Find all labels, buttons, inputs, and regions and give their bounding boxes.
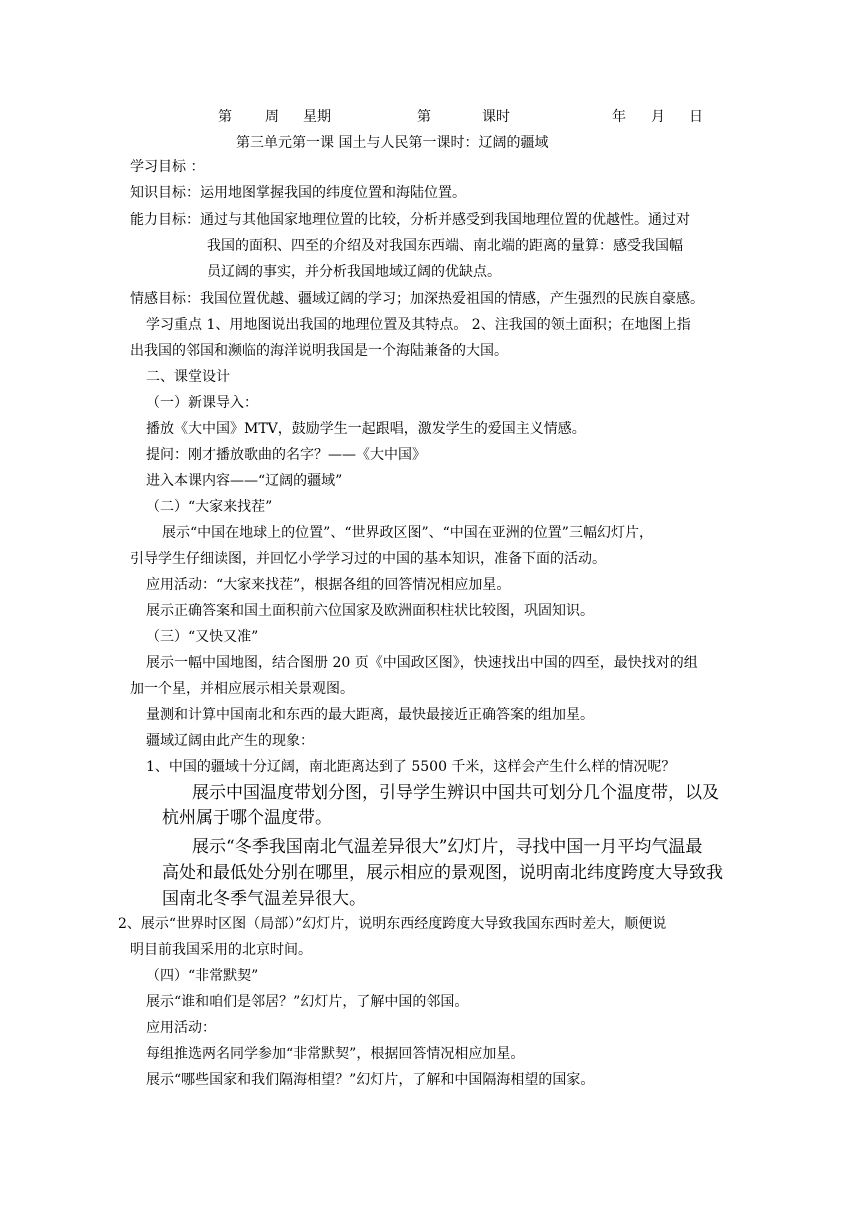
subsection-heading: （二）“大家来找茬” — [146, 499, 273, 515]
learning-goals-heading: 学习目标 ： — [130, 159, 205, 175]
key-points-line-2: 出我国的邻国和濒临的海洋说明我国是一个海陆兼备的大国。 — [130, 343, 508, 359]
paragraph-line: 疆域辽阔由此产生的现象： — [146, 733, 314, 749]
paragraph-line: 展示正确答案和国土面积前六位国家及欧洲面积柱状比较图，巩固知识。 — [146, 603, 594, 619]
paragraph-line: 量测和计算中国南北和东西的最大距离，最快最接近正确答案的组加星。 — [146, 707, 594, 723]
paragraph-line: 应用活动：“大家来找茬”，根据各组的回答情况相应加星。 — [146, 577, 511, 593]
ability-goal-line-2: 我国的面积、四至的介绍及对我国东西端、南北端的距离的量算：感受我国幅 — [207, 238, 683, 254]
subsection-heading: （四）“非常默契” — [146, 968, 259, 984]
paragraph-line-large: 展示中国温度带划分图，引导学生辨识中国共可划分几个温度带，以及 — [192, 783, 719, 803]
header-cell: 周 — [265, 109, 279, 125]
paragraph-line: 应用活动： — [146, 1020, 216, 1036]
paragraph-line: 展示“中国在地球上的位置”、“世界政区图”、“中国在亚洲的位置”三幅幻灯片， — [162, 525, 653, 541]
paragraph-line-large: 国南北冬季气温差异很大。 — [162, 889, 366, 909]
subsection-heading: （一）新课导入： — [146, 395, 258, 411]
paragraph-line-large: 高处和最低处分别在哪里，展示相应的景观图，说明南北纬度跨度大导致我 — [162, 863, 723, 883]
paragraph-line-large: 展示“冬季我国南北气温差异很大”幻灯片，寻找中国一月平均气温最 — [192, 837, 703, 857]
paragraph-line: 展示一幅中国地图，结合图册 20 页《中国政区图》，快速找出中国的四至，最快找对的组 — [146, 655, 698, 671]
emotion-goal: 情感目标：我国位置优越、疆域辽阔的学习；加深热爱祖国的情感，产生强烈的民族自豪感。 — [130, 291, 704, 307]
header-cell: 星期 — [303, 109, 331, 125]
header-cell: 第 — [417, 109, 431, 125]
list-item: 2、展示“世界时区图（局部）”幻灯片，说明东西经度跨度大导致我国东西时差大，顺便说 — [118, 916, 667, 932]
paragraph-line: 加一个星，并相应展示相关景观图。 — [130, 681, 354, 697]
paragraph-line: 提问：刚才播放歌曲的名字？——《大中国》 — [146, 447, 426, 463]
paragraph-line: 展示“哪些国家和我们隔海相望？”幻灯片，了解和中国隔海相望的国家。 — [146, 1072, 595, 1088]
paragraph-line: 每组推选两名同学参加“非常默契”，根据回答情况相应加星。 — [146, 1046, 525, 1062]
key-points-line-1: 学习重点 1、用地图说出我国的地理位置及其特点。 2、注我国的领土面积；在地图上指 — [146, 317, 691, 333]
subsection-heading: （三）“又快又准” — [146, 629, 259, 645]
paragraph-line: 明目前我国采用的北京时间。 — [130, 942, 312, 958]
lesson-header — [0, 107, 860, 127]
ability-goal-line-3: 员辽阔的事实，并分析我国地域辽阔的优缺点。 — [207, 264, 501, 280]
header-cell: 日 — [689, 109, 703, 125]
header-cell: 第 — [218, 109, 232, 125]
paragraph-line: 播放《大中国》MTV，鼓励学生一起跟唱，激发学生的爱国主义情感。 — [146, 421, 586, 437]
header-cell: 课时 — [482, 109, 510, 125]
paragraph-line: 进入本课内容——“辽阔的疆域” — [146, 473, 343, 489]
header-cell: 年 — [612, 109, 626, 125]
lesson-title: 第三单元第一课 国土与人民第一课时：辽阔的疆域 — [236, 135, 549, 151]
ability-goal-line-1: 能力目标：通过与其他国家地理位置的比较，分析并感受到我国地理位置的优越性。通过对 — [130, 212, 690, 228]
section-heading: 二、课堂设计 — [146, 369, 230, 385]
paragraph-line: 展示“谁和咱们是邻居？”幻灯片，了解中国的邻国。 — [146, 994, 469, 1010]
list-item: 1、中国的疆域十分辽阔，南北距离达到了 5500 千米，这样会产生什么样的情况呢？ — [146, 759, 676, 775]
knowledge-goal: 知识目标：运用地图掌握我国的纬度位置和海陆位置。 — [130, 185, 466, 201]
header-cell: 月 — [651, 109, 665, 125]
paragraph-line-large: 杭州属于哪个温度带。 — [162, 808, 332, 828]
paragraph-line: 引导学生仔细读图，并回忆小学学习过的中国的基本知识，准备下面的活动。 — [130, 551, 606, 567]
